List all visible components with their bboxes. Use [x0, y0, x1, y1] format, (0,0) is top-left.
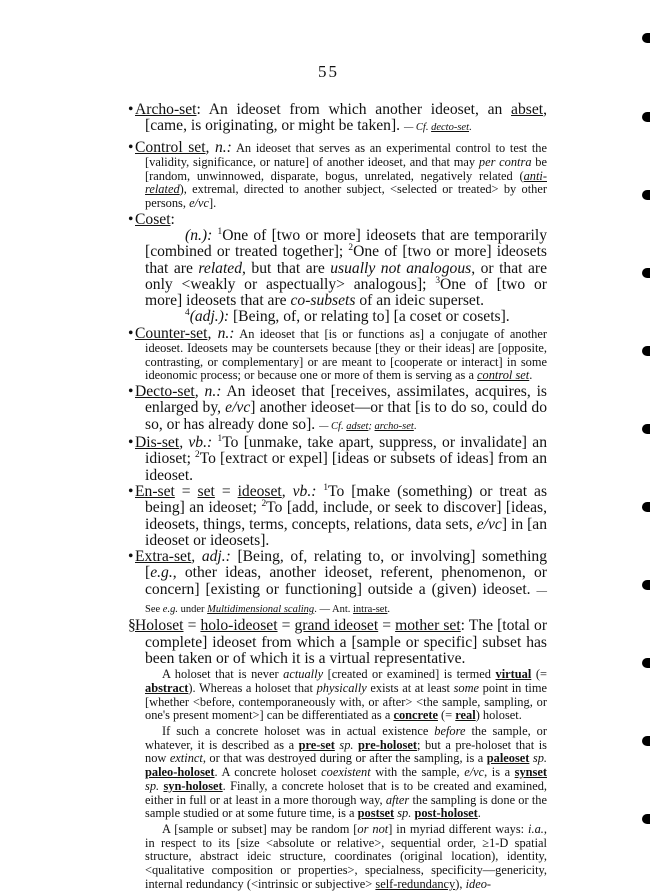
sense-number: 1 [217, 433, 223, 444]
bullet: • [128, 548, 134, 566]
xref-archo-set: archo-set [374, 420, 414, 432]
term-pre-set: pre-set [298, 737, 335, 752]
text: with the sample, [370, 765, 465, 780]
text: , in respect to its [size <absolute or relative>, sequential order, ≥1-D spatial structure, abstract ideic structure, coordinates (original location), identity, <qualitative composition or properties>, specialness, specificity—genericity, internal redundancy (<intrinsic or subjective> [145, 821, 547, 891]
sense-number: 1 [323, 482, 329, 493]
text: ) holoset. [475, 708, 522, 723]
bullet: • [128, 101, 134, 118]
page-number: 55 [318, 62, 339, 81]
emphasis: some [453, 680, 480, 695]
synonym: set [197, 482, 215, 500]
sense-text: One of [two or more] ideosets that are [145, 275, 547, 310]
adj-label: (adj.): [189, 308, 230, 326]
term-postset: postset [357, 806, 395, 821]
text: , or that was destroyed during or after the sampling, is a [202, 751, 487, 766]
abbrev-evc: e/vc [464, 765, 485, 780]
synonym: ideoset [237, 482, 282, 500]
sense-text: [Being, of, or relating to] [a coset or cosets]. [229, 308, 510, 326]
sense-text: One of [two or more] ideosets that are temporarily [combined or treated together]; [145, 227, 547, 261]
emphasis: coexistent [321, 765, 371, 780]
term-real: real [455, 708, 476, 723]
colon: : [196, 101, 201, 118]
sense-number: 2 [195, 450, 200, 461]
text: exists at at least [366, 680, 454, 695]
text: A holoset that is never [162, 667, 284, 682]
emphasis: ideo- [465, 876, 492, 891]
sense-number: 3 [435, 275, 440, 286]
punch-mark [642, 112, 650, 122]
entry-control-set [128, 140, 547, 211]
sense-text: , or that are only <weakly or aspectually> analogous]; [145, 259, 547, 293]
punch-mark [642, 33, 650, 43]
term-abstract: abstract [145, 680, 189, 695]
term: Extra-set [135, 548, 192, 566]
equals: = [277, 617, 295, 635]
holoset-paragraph-2 [128, 725, 547, 821]
xref-adset: adset [346, 420, 369, 432]
emphasis: physically [316, 680, 367, 695]
term: Holoset [135, 617, 184, 635]
entry-dis-set [128, 435, 547, 484]
text: . [477, 806, 481, 821]
equals: = [183, 617, 201, 635]
emphasis: per contra [478, 154, 532, 169]
term: Decto-set [135, 383, 195, 401]
bullet: • [128, 383, 134, 401]
sp-label: sp. [145, 778, 164, 793]
text: (= [531, 667, 547, 682]
emphasis: co-subsets [290, 292, 356, 310]
emphasis: actually [283, 667, 324, 682]
cf-label: — Cf. [319, 420, 347, 432]
definition-text: ), extremal, directed to another subject, <selected or treated> by other persons, [145, 182, 547, 210]
term-post-holoset: post-holoset [414, 806, 478, 821]
definition-text: , [came, is originating, or might be taken]. [145, 101, 547, 135]
part-of-speech: , n.: [207, 324, 235, 342]
xref-anti-related: anti-related [145, 168, 547, 197]
term-synset: synset [514, 765, 547, 780]
term: Coset [135, 210, 171, 228]
term-pre-holoset: pre-holoset [358, 737, 417, 752]
punch-mark [642, 190, 650, 200]
term-syn-holoset: syn-holoset [163, 778, 223, 793]
definition-text: An ideoset from which another ideoset, an [200, 101, 512, 118]
bullet: • [128, 434, 134, 452]
abbrev-eg: e.g. [150, 564, 173, 582]
synonym: grand ideoset [294, 617, 379, 635]
holoset-paragraph-3 [128, 823, 547, 891]
term: Counter-set [135, 324, 208, 342]
emphasis: related [198, 259, 243, 277]
abbrev-evc: e/vc [476, 515, 502, 533]
sp-label: sp. [394, 806, 415, 821]
term: Control set [135, 138, 206, 156]
emphasis: extinct [169, 751, 203, 766]
colon: : [460, 617, 466, 635]
definition-text: An ideoset that [receives, assimilates, acquires, is enlarged by, [145, 383, 547, 417]
xref-self-redundancy: self-redundancy [375, 876, 456, 891]
punct: ]. [209, 196, 217, 210]
punch-mark [642, 346, 650, 356]
term-paleo-holoset: paleo-holoset [145, 765, 215, 780]
entry-decto-set [128, 384, 547, 435]
coset-adj-sense [128, 309, 547, 325]
sense-text: One of [two or more] ideosets that are [145, 243, 547, 277]
definition-text: be [random, unwinnowed, disparate, bogus, unrelated, negatively related ( [145, 154, 548, 183]
bullet: • [128, 138, 134, 156]
punch-mark [642, 424, 650, 434]
punct: . [387, 604, 391, 616]
sense-text: To [make (something) or treat as being] an ideoset; [145, 482, 548, 517]
section-mark: § [128, 617, 136, 635]
punct: . [529, 368, 533, 383]
term-paleoset: paleoset [486, 751, 530, 766]
xref-decto-set: decto-set [431, 122, 470, 134]
definition-text: An ideoset that [is or functions as] a conjugate of another ideoset. Ideosets may be countersets because [they or their ideas] are [opposite, contrasting, or complementary] or are meant to [cooperate or interact] in some ideonomic process; or because one or more of them is serving as a [145, 326, 548, 383]
entry-archo-set [128, 102, 547, 137]
text: . Finally, a concrete holoset that is to be created and examined, either in full or at least in a more thorough way, [145, 778, 547, 807]
definition-text: An ideoset that serves as an experimental control to test the [validity, significance, or nature] of another ideoset, and that may [145, 140, 547, 169]
emphasis: usually not analogous [330, 259, 472, 277]
punch-mark [642, 736, 650, 746]
punch-mark [642, 814, 650, 824]
bullet: • [128, 482, 134, 500]
sense-text: To [add, include, or seek to discover] [ideas, ideosets, things, terms, concepts, relations, data sets, [145, 499, 547, 533]
sense-text: To [extract or expel] [ideas or subsets of ideas] from an ideoset. [145, 450, 547, 484]
part-of-speech: , vb.: [179, 434, 213, 452]
sense-number: 2 [348, 243, 354, 254]
definition-text: , other ideas, another ideoset, referent, phenomenon, or concern] [existing or functioning] outside a (given) ideoset. [145, 564, 547, 598]
punct: ; [368, 420, 375, 432]
coset-noun-senses [128, 228, 547, 309]
definition-text: The [total or complete] ideoset from which a [sample or specific] subset has been taken or of which it is a virtual representative. [145, 617, 548, 667]
term-concrete: concrete [393, 708, 438, 723]
sense-text: of an ideic superset. [355, 292, 485, 310]
term: Archo-set [135, 101, 197, 118]
xref-abset: abset [511, 101, 544, 118]
punch-mark [642, 580, 650, 590]
equals: = [174, 482, 198, 500]
equals: = [378, 617, 396, 635]
bullet: • [128, 324, 134, 342]
punct: . [413, 420, 417, 432]
colon: : [170, 210, 175, 228]
cf-label: — Cf. [403, 122, 432, 134]
text: . A concrete holoset [214, 765, 322, 780]
abbrev-eg: e.g. [162, 604, 178, 616]
synonym: holo-ideoset [200, 617, 278, 635]
text: [created or examined] is termed [323, 667, 496, 682]
punct: . [469, 122, 472, 134]
equals: = [214, 482, 238, 500]
definition-text: ] another ideoset—or that [is to do so, could do so, or has already done so]. [145, 399, 547, 433]
text: A [sample or subset] may be random [ [162, 821, 358, 836]
xref-control-set: control set [477, 368, 530, 383]
emphasis: after [385, 792, 410, 807]
xref-intra-set: intra-set [352, 604, 388, 616]
see-label: under [177, 604, 208, 616]
sense-number: 2 [261, 499, 267, 510]
xref-multidimensional-scaling: Multidimensional scaling [207, 604, 315, 616]
part-of-speech: , vb.: [281, 482, 317, 500]
term: En-set [135, 482, 175, 500]
punch-mark [642, 268, 650, 278]
sp-label: sp. [529, 751, 547, 766]
entry-counter-set [128, 326, 547, 383]
text: the sampling is done or the sample studied or at some future time, is a [145, 792, 547, 821]
sense-text: , but that are [242, 259, 331, 277]
text: ). Whereas a holoset that [188, 680, 317, 695]
abbrev-evc: e/vc [225, 399, 251, 417]
bullet: • [128, 210, 134, 228]
sense-number: 1 [217, 226, 223, 237]
ant-label: . — Ant. [314, 604, 353, 616]
text: ), [455, 876, 466, 891]
synonym: mother set [395, 617, 461, 635]
emphasis: before [434, 724, 466, 739]
abbrev-evc: e/vc [189, 196, 210, 210]
part-of-speech: , adj.: [191, 548, 231, 566]
sp-label: sp. [334, 737, 359, 752]
text: (= [437, 708, 456, 723]
text: If such a concrete holoset was in actual existence [162, 724, 435, 739]
emphasis: or not [357, 821, 389, 836]
text: the sample, or whatever, it is described as a [145, 724, 547, 752]
sense-number: 4 [185, 308, 190, 319]
sense-text: To [unmake, take apart, suppress, or invalidate] an idioset; [145, 434, 548, 468]
entry-en-set [128, 484, 547, 549]
entry-coset [128, 212, 547, 228]
text: point in time [whether <before, contemporaneously with, or after> <the sample, sampling, or one's present moment>] can be differentiated as a [145, 680, 547, 723]
abbrev-ia: i.a. [528, 821, 544, 836]
text: ] in myriad different ways: [388, 821, 529, 836]
noun-label: (n.): [185, 227, 213, 244]
punch-mark [642, 502, 650, 512]
text: ; but a pre-holoset that is now [145, 737, 547, 766]
glossary-content [128, 102, 547, 891]
see-label: — See [145, 585, 547, 616]
entry-extra-set [128, 549, 547, 618]
part-of-speech: , n.: [205, 138, 232, 156]
sense-text: ] in [an ideoset or ideosets]. [145, 515, 547, 549]
term: Dis-set [135, 434, 180, 452]
punch-mark [642, 658, 650, 668]
definition-text: [Being, of, relating to, or involving] something [ [145, 548, 547, 582]
entry-holoset [128, 618, 547, 667]
holoset-paragraph-1 [128, 668, 547, 723]
term-virtual: virtual [495, 667, 532, 682]
text: , is a [484, 765, 515, 780]
part-of-speech: , n.: [194, 383, 222, 401]
